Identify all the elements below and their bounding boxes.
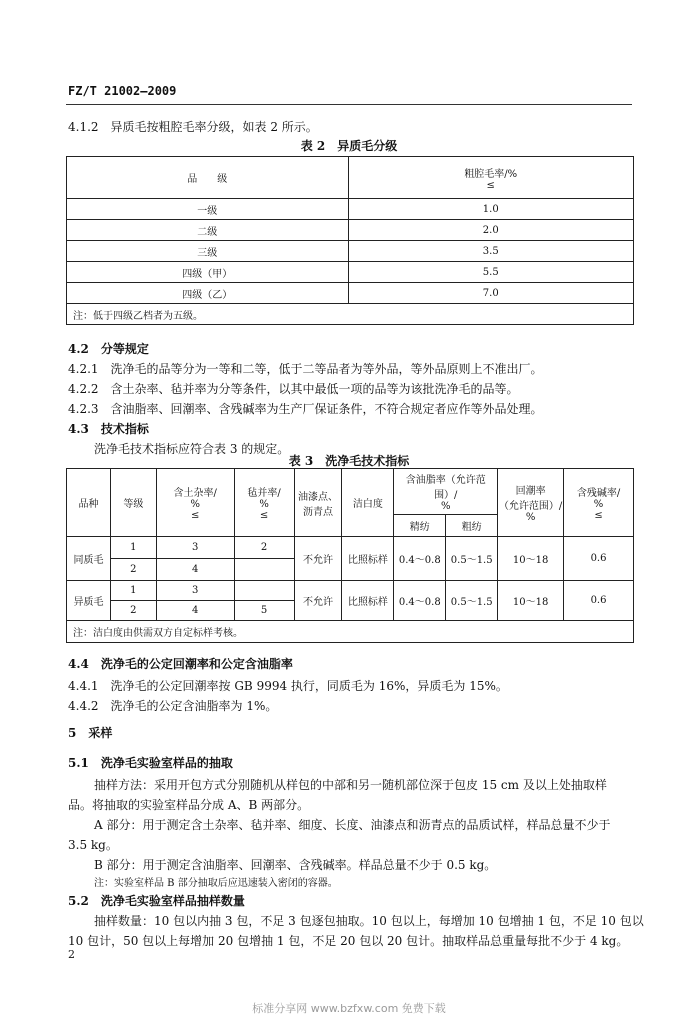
clause-4-2-2: 4.2.2 含土杂率、毡并率为分等条件，以其中最低一项的品等为该批洗净毛的品等。: [68, 382, 519, 396]
table-row: [67, 283, 634, 304]
soil-cell: 3: [156, 581, 234, 601]
header-oil-label: 含油脂率（允许范围）/: [405, 475, 486, 501]
grade-cell: 二级: [67, 220, 349, 241]
header-whiteness: 洁白度: [342, 469, 394, 537]
table-2-note-row: [67, 304, 634, 325]
clause-4-2-1: 4.2.1 洗净毛的品等分为一等和二等，低于二等品者为等外品，等外品原则上不准出厂。: [68, 362, 543, 376]
clause-5-1-method-line-1: 抽样方法：采用开包方式分别随机从样包的中部和另一随机部位深于包皮 15 cm 及以上处抽取样: [94, 778, 607, 792]
clause-5-2-line-2: 10 包计，50 包以上每增加 20 包增抽 1 包，不足 20 包以 20 包计。抽取样品总重量每批不少于 4 kg。: [68, 934, 629, 948]
soil-cell: 4: [156, 601, 234, 621]
paint-cell: 不允许: [294, 581, 342, 621]
grade-cell: 一级: [67, 199, 349, 220]
header-felt-label: 毡并率/: [247, 488, 281, 499]
clause-title: 洗净毛实验室样品的抽取: [100, 756, 233, 770]
page-number: 2: [68, 948, 75, 961]
grade-cell: 四级（甲）: [67, 262, 349, 283]
clause-5-1-part-b: B 部分：用于测定含油脂率、回潮率、含残碱率。样品总量不少于 0.5 kg。: [94, 858, 497, 872]
clause-5-2-heading: [68, 892, 245, 909]
alkali-cell: 0.6: [564, 581, 634, 621]
rate-cell: 7.0: [348, 283, 634, 304]
table-row: [67, 241, 634, 262]
fine-cell: 0.4～0.8: [394, 537, 446, 581]
rate-cell: 5.5: [348, 262, 634, 283]
clause-5-1-note: 注：实验室样品 B 部分抽取后应迅速装入密闭的容器。: [94, 878, 338, 889]
coarse-cell: 0.5～1.5: [446, 581, 498, 621]
table-2-note: 注：低于四级乙档者为五级。: [67, 304, 634, 325]
clause-4-2-3: 4.2.3 含油脂率、回潮率、含残碱率为生产厂保证条件，不符合规定者应作等外品处理。: [68, 402, 543, 416]
header-alkali-pct: %: [593, 499, 604, 510]
whiteness-cell: 比照标样: [342, 537, 394, 581]
header-oil-pct: %: [440, 501, 451, 512]
grade-cell: 1: [110, 581, 156, 601]
clause-title: 技术指标: [100, 422, 149, 436]
table-3-note-row: [67, 621, 634, 643]
clause-5-1-part-a-line-2: 3.5 kg。: [68, 838, 118, 852]
section-5-heading: [68, 724, 112, 741]
grade-cell: 1: [110, 537, 156, 559]
header-variety: 品种: [67, 469, 111, 537]
header-moisture-range: （允许范围）/: [498, 501, 563, 512]
header-moisture-pct: %: [525, 512, 536, 523]
header-alkali-label: 含残碱率/: [576, 488, 621, 499]
grade-cell: 2: [110, 601, 156, 621]
table-2-header-rate-label: 粗腔毛率/%: [464, 168, 518, 180]
table-3-note: 注：洁白度由供需双方自定标样考核。: [67, 621, 634, 643]
header-moisture-label: 回潮率: [515, 486, 546, 497]
clause-4-2-heading: [68, 340, 149, 357]
document-code: FZ/T 21002—2009: [68, 84, 177, 98]
clause-number: 4.4: [68, 657, 89, 671]
header-soil-label: 含土杂率/: [173, 488, 217, 499]
rate-cell: 1.0: [348, 199, 634, 220]
alkali-cell: 0.6: [564, 537, 634, 581]
table-3: [66, 468, 634, 643]
section-number: 5: [68, 726, 77, 740]
clause-4-4-1: 4.4.1 洗净毛的公定回潮率按 GB 9994 执行，同质毛为 16%，异质毛为 15%。: [68, 679, 508, 693]
rate-cell: 2.0: [348, 220, 634, 241]
header-paint-label: 油漆点、: [297, 491, 338, 503]
clause-4-3-text: 洗净毛技术指标应符合表 3 的规定。: [94, 442, 290, 456]
clause-4-3-heading: [68, 420, 149, 437]
table-3-header-row-1: [67, 469, 634, 515]
table-2-header-rate: [348, 157, 634, 199]
grade-cell: 三级: [67, 241, 349, 262]
table-2-header-row: [67, 157, 634, 199]
table-row: [67, 262, 634, 283]
header-oil-rate: [394, 469, 498, 515]
table-3-caption: 表 3 洗净毛技术指标: [288, 454, 410, 468]
header-rule: [66, 104, 632, 105]
clause-4-4-heading: [68, 655, 293, 672]
header-alkali: [564, 469, 634, 537]
header-felt-le: ≤: [259, 510, 269, 521]
coarse-cell: 0.5～1.5: [446, 537, 498, 581]
header-fine: 精纺: [394, 515, 446, 537]
felt-cell: [234, 559, 294, 581]
table-2: [66, 156, 634, 325]
table-row: [67, 220, 634, 241]
header-felt-rate: [234, 469, 294, 537]
felt-cell: [234, 581, 294, 601]
table-row: [67, 581, 634, 601]
watermark: 标准分享网 www.bzfxw.com 免费下载: [252, 1002, 446, 1015]
clause-number: 5.2: [68, 894, 89, 908]
header-alkali-le: ≤: [594, 510, 603, 521]
moisture-cell: 10～18: [498, 581, 564, 621]
header-asphalt-label: 沥青点: [302, 506, 333, 518]
section-title: 采样: [88, 726, 113, 740]
whiteness-cell: 比照标样: [342, 581, 394, 621]
clause-5-1-heading: [68, 754, 233, 771]
clause-title: 洗净毛的公定回潮率和公定含油脂率: [100, 657, 293, 671]
clause-4-1-2: 4.1.2 异质毛按粗腔毛率分级，如表 2 所示。: [68, 120, 318, 134]
grade-cell: 2: [110, 559, 156, 581]
soil-cell: 3: [156, 537, 234, 559]
fine-cell: 0.4～0.8: [394, 581, 446, 621]
felt-cell: 2: [234, 537, 294, 559]
clause-title: 分等规定: [100, 342, 149, 356]
header-felt-pct: %: [259, 499, 269, 510]
grade-cell: 四级（乙）: [67, 283, 349, 304]
header-paint-asphalt: [294, 469, 342, 537]
clause-4-4-2: 4.4.2 洗净毛的公定含油脂率为 1%。: [68, 699, 278, 713]
clause-number: 4.2: [68, 342, 89, 356]
moisture-cell: 10～18: [498, 537, 564, 581]
clause-5-1-method-line-2: 品。将抽取的实验室样品分成 A、B 两部分。: [68, 798, 310, 812]
felt-cell: 5: [234, 601, 294, 621]
paint-cell: 不允许: [294, 537, 342, 581]
clause-number: 4.3: [68, 422, 89, 436]
header-soil-pct: %: [190, 499, 200, 510]
clause-number: 5.1: [68, 756, 89, 770]
header-soil-rate: [156, 469, 234, 537]
variety-cell: 同质毛: [67, 537, 111, 581]
header-grade: 等级: [110, 469, 156, 537]
table-row: [67, 537, 634, 559]
table-2-header-grade: 品 级: [67, 157, 349, 199]
rate-cell: 3.5: [348, 241, 634, 262]
clause-5-1-part-a-line-1: A 部分：用于测定含土杂率、毡并率、细度、长度、油漆点和沥青点的品质试样，样品总量不少于: [94, 818, 611, 832]
table-row: [67, 199, 634, 220]
soil-cell: 4: [156, 559, 234, 581]
header-coarse: 粗纺: [446, 515, 498, 537]
table-2-caption: 表 2 异质毛分级: [300, 139, 398, 153]
clause-5-2-line-1: 抽样数量：10 包以内抽 3 包，不足 3 包逐包抽取。10 包以上，每增加 10 包增抽 1 包，不足 10 包以: [94, 914, 644, 928]
header-moisture: [498, 469, 564, 537]
variety-cell: 异质毛: [67, 581, 111, 621]
table-2-header-rate-symbol: ≤: [486, 179, 495, 191]
clause-title: 洗净毛实验室样品抽样数量: [100, 894, 245, 908]
header-soil-le: ≤: [191, 510, 200, 521]
